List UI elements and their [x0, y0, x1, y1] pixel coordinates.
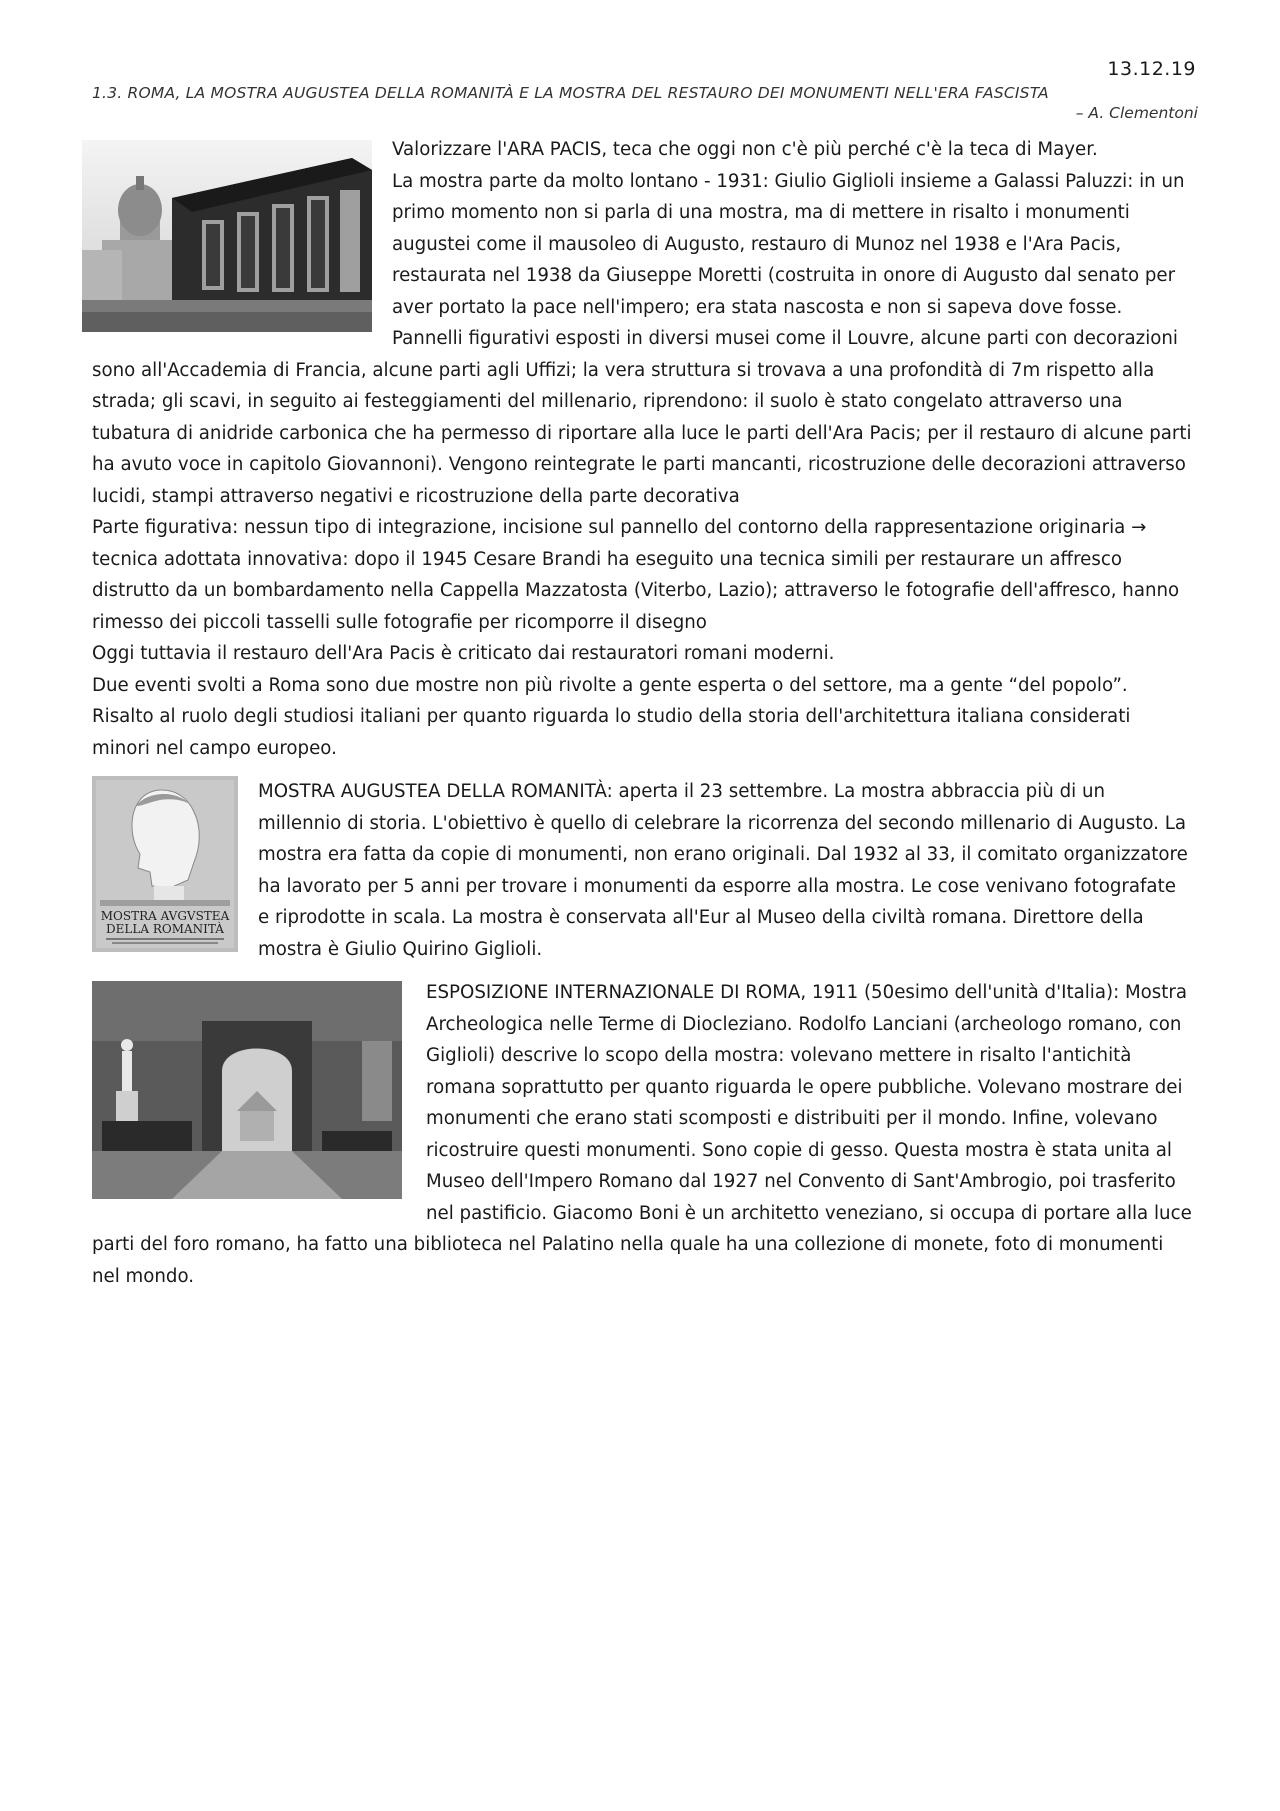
terme-diocleziano-photo: [92, 981, 402, 1199]
ara-pacis-paragraph-1: Valorizzare l'ARA PACIS, teca che oggi non c'è più perché c'è la teca di Mayer.: [392, 139, 1098, 160]
ara-pacis-paragraph-3: Parte figurativa: nessun tipo di integrazione, incisione sul pannello del contorno della rappresentazione originaria → tecnica adottata innovativa: dopo il 1945 Cesare Brandi ha eseguito una tecnica simili per restaurare un affresco distrutto da un bombardamento nella Cappella Mazzatosta (Viterbo, Lazio); attraverso le fotografie dell'affresco, hanno rimesso dei piccoli tasselli sulle fotografie per ricomporre il disegno: [92, 517, 1180, 633]
esposizione-paragraph: ESPOSIZIONE INTERNAZIONALE DI ROMA, 1911 (50esimo dell'unità d'Italia): Mostra Archeologica nelle Terme di Diocleziano. Rodolfo Lanciani (archeologo romano, con Giglioli) descrive lo scopo della mostra: volevano mettere in risalto l'antichità romana soprattutto per quanto riguarda le opere pubbliche. Volevano mostrare dei monumenti che erano stati scomposti e distribuiti per il mondo. Infine, volevano ricostruire questi monumenti. Sono copie di gesso. Questa mostra è stata unita al Museo dell'Impero Romano dal 1927 nel Convento di Sant'Ambrogio, poi trasferito nel pastificio. Giacomo Boni è un architetto veneziano, si occupa di portare alla luce parti del foro romano, ha fatto una biblioteca nel Palatino nella quale ha una collezione di monete, foto di monumenti nel mondo.: [92, 982, 1192, 1287]
ara-pacis-paragraph-5: Due eventi svolti a Roma sono due mostre non più rivolte a gente esperta o del settore, ma a gente “del popolo”. Risalto al ruolo degli studiosi italiani per quanto riguarda lo studio della storia dell'architettura italiana considerati minori nel campo europeo.: [92, 674, 1131, 759]
mostra-augustea-section: [92, 776, 1192, 965]
ara-pacis-paragraph-2: La mostra parte da molto lontano - 1931: Giulio Giglioli insieme a Galassi Paluzzi: in un primo momento non si parla di una mostra, ma di mettere in risalto i monumenti augustei come il mausoleo di Augusto, restauro di Munoz nel 1938 e l'Ara Pacis, restaurata nel 1938 da Giuseppe Moretti (costruita in onore di Augusto dal senato per aver portato la pace nell'impero; era stata nascosta e non si sapeva dove fosse. Pannelli figurativi esposti in diversi musei come il Louvre, alcune parti con decorazioni sono all'Accademia di Francia, alcune parti agli Uffizi; la vera struttura si trovava a una profondità di 7m rispetto alla strada; gli scavi, in seguito ai festeggiamenti del millenario, riprendono: il suolo è stato congelato attraverso una tubatura di anidride carbonica che ha permesso di riportare alla luce le parti dell'Ara Pacis; per il restauro di alcune parti ha avuto voce in capitolo Giovannoni). Vengono reintegrate le parti mancanti, ricostruzione delle decorazioni attraverso lucidi, stampi attraverso negativi e ricostruzione della parte decorativa: [92, 170, 1192, 507]
document-page: [92, 58, 1198, 1292]
ara-pacis-paragraph-4: Oggi tuttavia il restauro dell'Ara Pacis è criticato dai restauratori romani moderni.: [92, 643, 835, 664]
section-heading: 1.3. ROMA, LA MOSTRA AUGUSTEA DELLA ROMANITÀ E LA MOSTRA DEL RESTAURO DEI MONUMENTI NELL'ERA FASCISTA: [92, 84, 1049, 102]
mostra-augustea-paragraph: MOSTRA AUGUSTEA DELLA ROMANITÀ: aperta il 23 settembre. La mostra abbraccia più di un millennio di storia. L'obiettivo è quello di celebrare la ricorrenza del secondo millenario di Augusto. La mostra era fatta da copie di monumenti, non erano originali. Dal 1932 al 33, il comitato organizzatore ha lavorato per 5 anni per trovare i monumenti da esporre alla mostra. Le cose venivano fotografate e riprodotte in scala. La mostra è conservata all'Eur al Museo della civiltà romana. Direttore della mostra è Giulio Quirino Giglioli.: [258, 781, 1188, 960]
ara-pacis-section: [92, 134, 1192, 764]
date-label: 13.12.19: [1107, 58, 1196, 80]
author-label: – A. Clementoni: [1075, 104, 1198, 122]
poster-title: [101, 909, 230, 936]
esposizione-section: [92, 977, 1192, 1292]
mostra-augustea-poster: [92, 776, 238, 952]
svg-text:MOSTRA AVGVSTEA: MOSTRA AVGVSTEA: [100, 909, 230, 923]
ara-pacis-photo: [82, 140, 372, 332]
svg-text:DELLA ROMANITÀ: DELLA ROMANITÀ: [106, 922, 224, 936]
